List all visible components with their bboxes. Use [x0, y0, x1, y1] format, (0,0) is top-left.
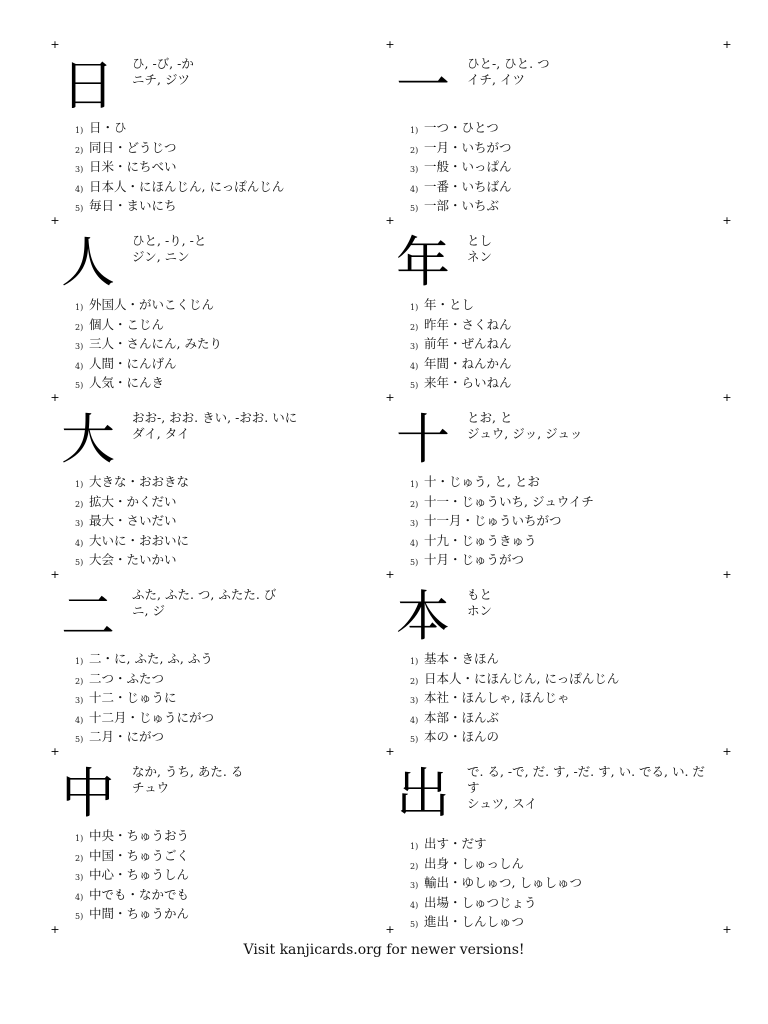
vocab-list — [75, 297, 395, 395]
readings — [467, 233, 717, 265]
vocab-list — [410, 651, 730, 749]
vocab-item — [75, 533, 395, 553]
vocab-text: 大いに・おおいに — [89, 532, 190, 548]
crop-mark: + — [722, 923, 732, 936]
vocab-text: 中心・ちゅうしん — [89, 867, 190, 882]
vocab-number: 3) — [410, 165, 419, 174]
vocab-item — [75, 690, 395, 710]
vocab-number: 1) — [75, 303, 84, 312]
readings — [467, 587, 717, 619]
crop-mark: + — [722, 214, 732, 227]
vocab-text: 本の・ほんの — [424, 729, 500, 744]
vocab-text: 十月・じゅうがつ — [424, 552, 525, 567]
vocab-number: 1) — [410, 842, 419, 851]
kanji-card — [55, 410, 395, 586]
vocab-text: 日本人・にほんじん, にっぽんじん — [424, 670, 620, 686]
kanji-card — [390, 56, 730, 232]
vocab-list — [410, 297, 730, 395]
vocab-item — [410, 375, 730, 395]
crop-mark: + — [385, 391, 395, 404]
vocab-text: 出す・だす — [424, 836, 487, 851]
kanji-character: 出 — [396, 762, 450, 825]
crop-mark: + — [722, 391, 732, 404]
on-reading: ネン — [467, 249, 493, 264]
vocab-item — [410, 671, 730, 691]
vocab-list — [410, 474, 730, 572]
vocab-item — [410, 895, 730, 915]
vocab-text: 同日・どうじつ — [89, 139, 177, 155]
vocab-text: 本部・ほんぶ — [424, 709, 500, 725]
vocab-number: 5) — [75, 912, 84, 921]
vocab-number: 4) — [410, 715, 419, 725]
vocab-item — [75, 867, 395, 887]
on-reading: ダイ, タイ — [132, 426, 190, 441]
vocab-item — [75, 375, 395, 395]
crop-mark: + — [385, 568, 395, 581]
vocab-item — [75, 729, 395, 749]
vocab-item — [75, 317, 395, 337]
vocab-number: 2) — [410, 499, 419, 509]
crop-mark: + — [385, 38, 395, 51]
vocab-number: 5) — [410, 204, 419, 213]
vocab-number: 2) — [75, 145, 84, 155]
vocab-number: 5) — [75, 735, 84, 744]
vocab-number: 3) — [75, 696, 84, 705]
crop-mark: + — [50, 745, 60, 758]
crop-mark: + — [50, 923, 60, 936]
vocab-item — [410, 513, 730, 533]
kun-reading: ひ, -び, -か — [132, 56, 194, 71]
vocab-item — [410, 179, 730, 199]
on-reading: ホン — [467, 603, 493, 618]
vocab-item — [75, 710, 395, 730]
on-reading: イチ, イツ — [467, 72, 525, 87]
on-reading: ニチ, ジツ — [132, 72, 190, 87]
kanji-character: 大 — [61, 408, 115, 471]
vocab-text: 十二月・じゅうにがつ — [89, 709, 215, 725]
vocab-item — [410, 474, 730, 494]
readings — [467, 410, 717, 442]
vocab-text: 日米・にちべい — [89, 159, 177, 174]
vocab-text: 一部・いちぶ — [424, 198, 500, 213]
vocab-number: 4) — [75, 892, 84, 902]
vocab-text: 二つ・ふたつ — [89, 670, 165, 686]
kanji-character: 年 — [396, 231, 450, 294]
vocab-number: 2) — [75, 322, 84, 332]
vocab-text: 十・じゅう, と, とお — [424, 474, 540, 489]
vocab-list — [410, 836, 730, 934]
kun-reading: とお, と — [467, 410, 513, 425]
vocab-number: 1) — [410, 126, 419, 135]
vocab-item — [410, 198, 730, 218]
kun-reading: ふた, ふた. つ, ふたた. び — [132, 587, 277, 602]
vocab-number: 2) — [75, 676, 84, 686]
readings — [132, 56, 382, 88]
vocab-number: 4) — [75, 538, 84, 548]
vocab-number: 2) — [410, 676, 419, 686]
vocab-text: 拡大・かくだい — [89, 493, 177, 509]
kun-reading: で. る, -で, だ. す, -だ. す, い. でる, い. だす — [467, 764, 705, 795]
vocab-item — [75, 494, 395, 514]
vocab-text: 十二・じゅうに — [89, 690, 177, 705]
vocab-text: 外国人・がいこくじん — [89, 297, 215, 312]
vocab-item — [75, 474, 395, 494]
vocab-number: 5) — [410, 381, 419, 390]
vocab-text: 人間・にんげん — [89, 355, 177, 371]
vocab-text: 年間・ねんかん — [424, 355, 512, 371]
vocab-number: 2) — [410, 145, 419, 155]
readings — [467, 56, 717, 88]
vocab-item — [75, 179, 395, 199]
crop-mark: + — [722, 38, 732, 51]
vocab-item — [410, 710, 730, 730]
vocab-text: 中間・ちゅうかん — [89, 906, 190, 921]
vocab-item — [410, 336, 730, 356]
vocab-item — [75, 671, 395, 691]
vocab-number: 3) — [410, 342, 419, 351]
vocab-item — [410, 317, 730, 337]
vocab-text: 一つ・ひとつ — [424, 120, 499, 135]
footer-note: Visit kanjicards.org for newer versions! — [243, 942, 525, 958]
vocab-text: 輸出・ゆしゅつ, しゅしゅつ — [424, 875, 582, 890]
kanji-character: 一 — [396, 54, 450, 117]
vocab-item — [75, 848, 395, 868]
vocab-text: 中央・ちゅうおう — [89, 828, 190, 843]
vocab-item — [410, 159, 730, 179]
vocab-number: 1) — [75, 657, 84, 666]
crop-mark: + — [50, 214, 60, 227]
vocab-item — [75, 552, 395, 572]
readings — [132, 410, 382, 442]
vocab-number: 5) — [410, 735, 419, 744]
vocab-list — [75, 474, 395, 572]
crop-mark: + — [722, 568, 732, 581]
vocab-text: 日・ひ — [89, 120, 127, 135]
vocab-number: 2) — [75, 853, 84, 863]
vocab-item — [410, 856, 730, 876]
vocab-number: 2) — [410, 322, 419, 332]
vocab-item — [410, 120, 730, 140]
vocab-item — [410, 729, 730, 749]
vocab-item — [410, 140, 730, 160]
vocab-item — [75, 297, 395, 317]
vocab-text: 本社・ほんしゃ, ほんじゃ — [424, 690, 570, 705]
kun-reading: なか, うち, あた. る — [132, 764, 244, 779]
vocab-text: 中国・ちゅうごく — [89, 847, 190, 863]
crop-mark: + — [50, 391, 60, 404]
vocab-text: 二・に, ふた, ふ, ふう — [89, 651, 213, 666]
vocab-number: 3) — [410, 696, 419, 705]
vocab-number: 4) — [410, 538, 419, 548]
vocab-item — [75, 513, 395, 533]
vocab-text: 十一・じゅういち, ジュウイチ — [424, 493, 594, 509]
vocab-item — [410, 651, 730, 671]
vocab-number: 1) — [410, 657, 419, 666]
vocab-item — [75, 906, 395, 926]
crop-mark: + — [385, 923, 395, 936]
vocab-item — [410, 533, 730, 553]
kanji-character: 日 — [61, 54, 115, 117]
readings — [132, 233, 382, 265]
vocab-number: 4) — [75, 361, 84, 371]
vocab-text: 一般・いっぱん — [424, 159, 512, 174]
on-reading: シュツ, スイ — [467, 796, 537, 811]
on-reading: ジュウ, ジッ, ジュッ — [467, 426, 583, 441]
vocab-text: 出身・しゅっしん — [424, 855, 525, 871]
vocab-number: 5) — [75, 381, 84, 390]
vocab-text: 昨年・さくねん — [424, 316, 512, 332]
crop-mark: + — [50, 568, 60, 581]
vocab-text: 個人・こじん — [89, 316, 165, 332]
kanji-character: 本 — [396, 585, 450, 648]
vocab-list — [410, 120, 730, 218]
kanji-card — [55, 764, 395, 940]
kun-reading: とし — [467, 233, 493, 248]
vocab-text: 二月・にがつ — [89, 729, 165, 744]
vocab-number: 3) — [75, 342, 84, 351]
vocab-text: 一番・いちばん — [424, 178, 512, 194]
vocab-item — [75, 120, 395, 140]
vocab-number: 1) — [410, 303, 419, 312]
vocab-text: 十一月・じゅういちがつ — [424, 513, 562, 528]
kanji-character: 人 — [61, 231, 115, 294]
crop-mark: + — [385, 214, 395, 227]
vocab-number: 4) — [75, 184, 84, 194]
vocab-list — [75, 120, 395, 218]
on-reading: ニ, ジ — [132, 603, 165, 618]
vocab-number: 1) — [410, 480, 419, 489]
vocab-text: 三人・さんにん, みたり — [89, 336, 222, 351]
vocab-number: 4) — [75, 715, 84, 725]
kun-reading: もと — [467, 587, 493, 602]
kun-reading: おお-, おお. きい, -おお. いに — [132, 410, 298, 425]
vocab-text: 基本・きほん — [424, 651, 500, 666]
vocab-item — [75, 336, 395, 356]
vocab-number: 1) — [75, 834, 84, 843]
crop-mark: + — [722, 745, 732, 758]
readings — [132, 587, 382, 619]
vocab-text: 出場・しゅつじょう — [424, 894, 537, 910]
vocab-number: 4) — [410, 184, 419, 194]
vocab-item — [75, 828, 395, 848]
vocab-number: 1) — [75, 480, 84, 489]
vocab-number: 3) — [410, 881, 419, 890]
kun-reading: ひと-, ひと. つ — [467, 56, 550, 71]
vocab-number: 5) — [75, 558, 84, 567]
on-reading: チュウ — [132, 780, 170, 795]
vocab-text: 十九・じゅうきゅう — [424, 532, 537, 548]
vocab-number: 2) — [410, 861, 419, 871]
vocab-item — [75, 159, 395, 179]
kanji-card — [390, 587, 730, 763]
vocab-text: 最大・さいだい — [89, 513, 177, 528]
vocab-number: 3) — [410, 519, 419, 528]
vocab-item — [410, 914, 730, 934]
vocab-number: 3) — [75, 873, 84, 882]
vocab-item — [75, 356, 395, 376]
vocab-item — [410, 690, 730, 710]
vocab-text: 日本人・にほんじん, にっぽんじん — [89, 178, 285, 194]
vocab-list — [75, 828, 395, 926]
vocab-text: 年・とし — [424, 297, 475, 312]
vocab-item — [410, 494, 730, 514]
vocab-item — [410, 297, 730, 317]
vocab-text: 一月・いちがつ — [424, 139, 512, 155]
kanji-character: 中 — [61, 762, 115, 825]
vocab-item — [75, 198, 395, 218]
crop-mark: + — [385, 745, 395, 758]
kanji-character: 十 — [396, 408, 450, 471]
kanji-character: 二 — [61, 585, 115, 648]
vocab-text: 大きな・おおきな — [89, 474, 190, 489]
kanji-card — [55, 56, 395, 232]
readings — [467, 764, 717, 812]
vocab-item — [410, 875, 730, 895]
on-reading: ジン, ニン — [132, 249, 190, 264]
vocab-text: 中でも・なかでも — [89, 886, 190, 902]
vocab-item — [410, 356, 730, 376]
vocab-number: 3) — [75, 519, 84, 528]
vocab-text: 大会・たいかい — [89, 552, 177, 567]
vocab-number: 2) — [75, 499, 84, 509]
vocab-text: 前年・ぜんねん — [424, 336, 512, 351]
vocab-item — [410, 836, 730, 856]
vocab-item — [75, 651, 395, 671]
crop-mark: + — [50, 38, 60, 51]
readings — [132, 764, 382, 796]
vocab-list — [75, 651, 395, 749]
vocab-item — [75, 140, 395, 160]
vocab-number: 1) — [75, 126, 84, 135]
vocab-text: 毎日・まいにち — [89, 198, 177, 213]
kanji-card — [390, 764, 730, 940]
kanji-card — [390, 233, 730, 409]
vocab-number: 5) — [410, 920, 419, 929]
vocab-number: 4) — [410, 361, 419, 371]
kanji-card — [390, 410, 730, 586]
vocab-item — [75, 887, 395, 907]
vocab-text: 進出・しんしゅつ — [424, 914, 525, 929]
vocab-number: 5) — [410, 558, 419, 567]
vocab-number: 4) — [410, 900, 419, 910]
kanji-card — [55, 233, 395, 409]
kun-reading: ひと, -り, -と — [132, 233, 207, 248]
vocab-number: 3) — [75, 165, 84, 174]
vocab-number: 5) — [75, 204, 84, 213]
vocab-item — [410, 552, 730, 572]
kanji-card — [55, 587, 395, 763]
vocab-text: 人気・にんき — [89, 375, 165, 390]
vocab-text: 来年・らいねん — [424, 375, 512, 390]
